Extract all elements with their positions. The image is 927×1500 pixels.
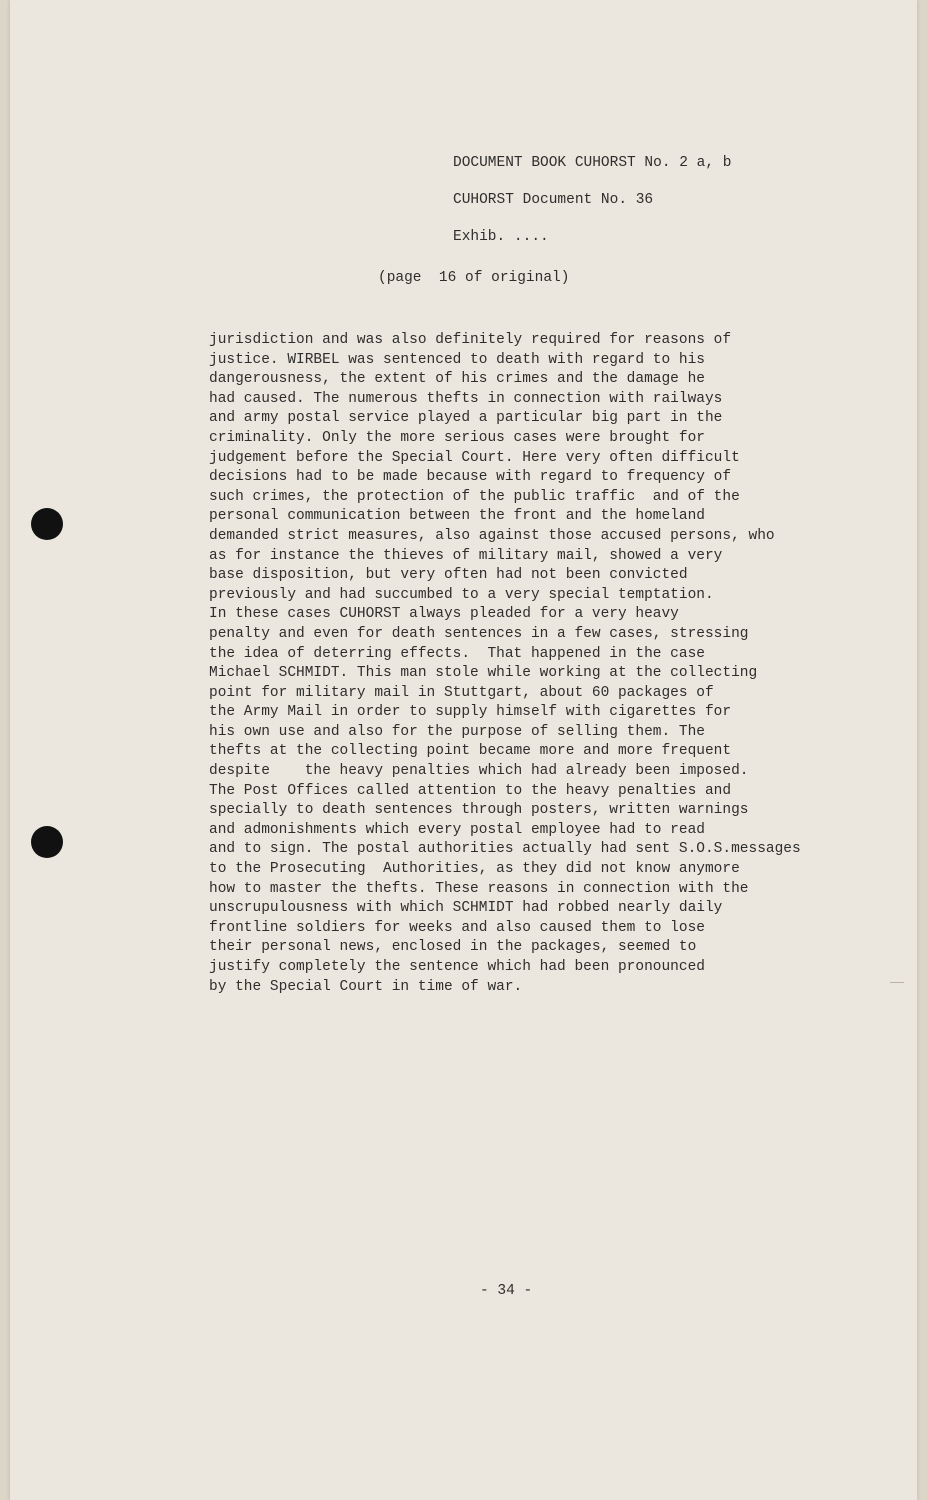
document-page [10,0,917,1500]
document-book-line: DOCUMENT BOOK CUHORST No. 2 a, b [453,155,732,171]
document-number-line: CUHORST Document No. 36 [453,192,654,208]
text-line: In these cases CUHORST always pleaded for a very heavy [209,606,679,623]
text-line: thefts at the collecting point became more and more frequent [209,743,732,760]
text-line: the Army Mail in order to supply himself with cigarettes for [209,704,732,721]
text-line: by the Special Court in time of war. [209,978,523,995]
text-line: as for instance the thieves of military mail, showed a very [209,547,723,564]
text-line: personal communication between the front and the homeland [209,508,705,525]
text-line: jurisdiction and was also definitely required for reasons of [209,332,732,348]
text-line: The Post Offices called attention to the heavy penalties and [209,782,732,799]
text-line: such crimes, the protection of the public traffic and of the [209,488,740,505]
text-line: dangerousness, the extent of his crimes and the damage he [209,371,705,388]
margin-tick [890,982,904,983]
text-line: penalty and even for death sentences in a few cases, stressing [209,625,749,642]
text-line: unscrupulousness with which SCHMIDT had robbed nearly daily [209,900,723,917]
text-line: despite the heavy penalties which had already been imposed. [209,763,749,780]
text-line: specially to death sentences through posters, written warnings [209,802,749,819]
text-line: to the Prosecuting Authorities, as they did not know anymore [209,861,740,878]
text-line: previously and had succumbed to a very special temptation. [209,586,714,603]
text-line: and army postal service played a particular big part in the [209,410,723,427]
text-line: justify completely the sentence which had been pronounced [209,959,705,975]
text-line: frontline soldiers for weeks and also caused them to lose [209,919,705,936]
text-line: their personal news, enclosed in the packages, seemed to [209,939,697,956]
text-line: judgement before the Special Court. Here very often difficult [209,449,740,466]
punch-hole [31,508,63,540]
body-text [209,331,801,997]
document-header [453,156,731,267]
text-line: justice. WIRBEL was sentenced to death with regard to his [209,351,705,368]
text-line: and admonishments which every postal employee had to read [209,821,705,838]
exhibit-line: Exhib. .... [453,229,549,245]
page-number: - 34 - [480,1283,533,1299]
punch-hole [31,826,63,858]
text-line: point for military mail in Stuttgart, about 60 packages of [209,684,714,701]
original-page-reference: (page 16 of original) [378,270,570,286]
text-line: how to master the thefts. These reasons in connection with the [209,880,749,897]
text-line: the idea of deterring effects. That happened in the case [209,645,705,662]
text-line: base disposition, but very often had not been convicted [209,567,688,584]
text-line: decisions had to be made because with regard to frequency of [209,469,732,486]
text-line: and to sign. The postal authorities actually had sent S.O.S.messages [209,841,801,858]
text-line: Michael SCHMIDT. This man stole while working at the collecting [209,665,758,682]
text-line: had caused. The numerous thefts in connection with railways [209,390,723,407]
text-line: criminality. Only the more serious cases were brought for [209,429,705,446]
text-line: demanded strict measures, also against those accused persons, who [209,527,775,544]
text-line: his own use and also for the purpose of selling them. The [209,723,705,740]
